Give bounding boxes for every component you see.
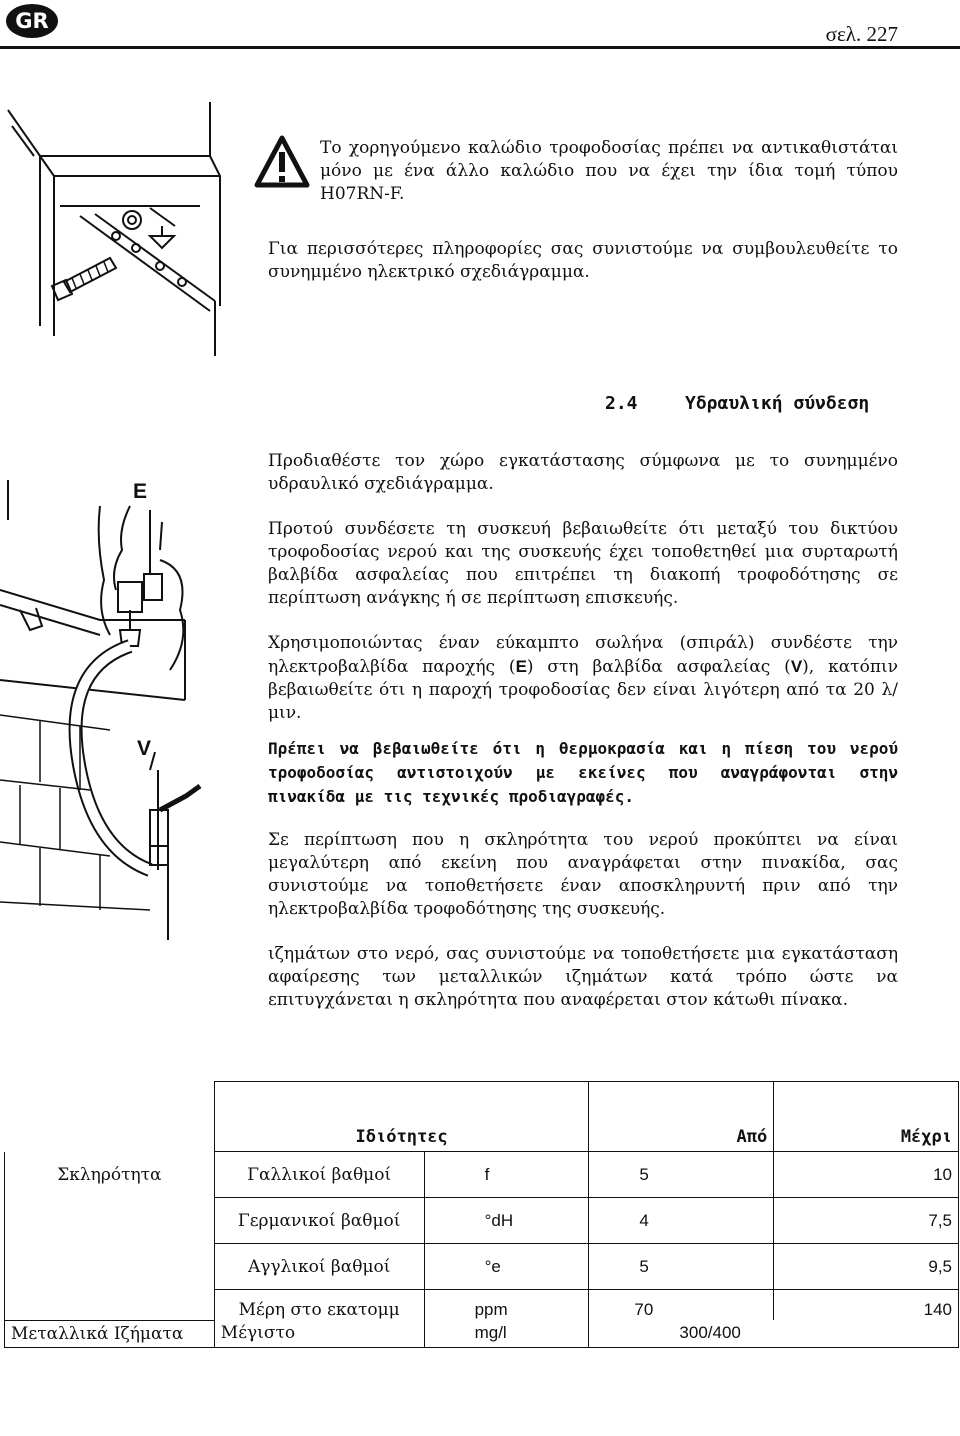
row-unit: °dH <box>424 1198 589 1244</box>
section-title: Υδραυλική σύνδεση <box>685 393 870 414</box>
metal-unit-1: ppm <box>424 1290 589 1321</box>
table-header-properties: Ιδιότητες <box>214 1082 589 1152</box>
hydraulic-para-6: ιζημάτων στο νερό, σας συνιστούμε να τοποθετήσετε μια εγκατάσταση αφαίρεσης των μεταλλικών ιζημάτων κατά τρόπο ώστε να επιτυγχάνεται η σκληρότητα που αναφέρεται στον κάτωθι πίνακα. <box>268 944 898 1010</box>
row-from: 4 <box>589 1198 774 1244</box>
hydraulic-connection-illustration <box>0 470 262 940</box>
metal-max: 300/400 <box>589 1320 959 1347</box>
metal-label: Μεταλλικά Ιζήματα <box>5 1320 215 1347</box>
para-3-label-e: E <box>515 657 527 676</box>
hydraulic-para-1: Προδιαθέστε τον χώρο εγκατάστασης σύμφωνα με το συνημμένο υδραυλικό σχεδιάγραμμα. <box>268 451 898 494</box>
water-spec-table <box>4 1081 959 1348</box>
row-unit: °e <box>424 1244 589 1290</box>
table-header-to: Μέχρι <box>774 1082 959 1152</box>
label-e: E <box>133 480 148 503</box>
table-row <box>5 1244 959 1290</box>
header-rule <box>0 46 960 49</box>
metal-prop-1: Μέρη στο εκατομμ <box>214 1290 424 1321</box>
para-3-part-a: Χρησιμοποιώντας έναν εύκαμπτο σωλήνα (σπιράλ) συνδέστε την ηλεκτροβαλβίδα παροχής ( <box>268 633 898 677</box>
page-number: σελ. 227 <box>825 22 898 46</box>
row-property: Γερμανικοί βαθμοί <box>214 1198 424 1244</box>
table-row <box>5 1152 959 1198</box>
hydraulic-para-2: Προτού συνδέσετε τη συσκευή βεβαιωθείτε ότι μεταξύ του δικτύου τροφοδοσίας νερού και της συσκευής έχει τοποθετηθεί μια συρταρωτή βαλβίδα ασφαλείας που επιτρέπει τη διακοπή τροφοδότησης σε περίπτωση ανάγκης ή σε περίπτωση επισκευής. <box>268 519 898 608</box>
row-property: Αγγλικοί βαθμοί <box>214 1244 424 1290</box>
row-property: Γαλλικοί βαθμοί <box>214 1152 424 1198</box>
cable-warning-text: Το χορηγούμενο καλώδιο τροφοδοσίας πρέπει να αντικαθιστάται μόνο με ένα άλλο καλώδιο που να έχει την ίδια τομή τύπου H07RN-F. <box>320 138 898 204</box>
row-unit: f <box>424 1152 589 1198</box>
row-empty <box>5 1244 215 1290</box>
table-row-metal-1 <box>5 1290 959 1321</box>
electric-connection-illustration <box>0 96 250 356</box>
metal-from: 70 <box>589 1290 774 1321</box>
row-to: 9,5 <box>774 1244 959 1290</box>
para-3-part-b: ) στη βαλβίδα ασφαλείας ( <box>526 657 791 677</box>
electric-diagram-note: Για περισσότερες πληροφορίες σας συνιστούμε να συμβουλευθείτε το συνημμένο ηλεκτρικό σχεδιάγραμμα. <box>268 239 898 282</box>
table-header-from: Από <box>589 1082 774 1152</box>
row-from: 5 <box>589 1244 774 1290</box>
row-from: 5 <box>589 1152 774 1198</box>
table-header-empty <box>5 1082 215 1152</box>
metal-to: 140 <box>774 1290 959 1321</box>
table-row-metal-2 <box>5 1320 959 1347</box>
hydraulic-para-5: Σε περίπτωση που η σκληρότητα του νερού προκύπτει να είναι μεγαλύτερη από εκείνη που αναγράφεται στην πινακίδα, σας συνιστούμε να τοποθετήσετε έναν αποσκληρυντή πριν από την ηλεκτροβαλβίδα τροφοδότησης της συσκευής. <box>268 830 898 919</box>
metal-spacer <box>5 1290 215 1321</box>
row-to: 7,5 <box>774 1198 959 1244</box>
table-header-row <box>5 1082 959 1152</box>
language-badge: GR <box>6 4 58 38</box>
para-3-label-v: V <box>790 657 803 676</box>
label-v: V <box>137 737 152 760</box>
table-row <box>5 1198 959 1244</box>
temperature-pressure-warning: Πρέπει να βεβαιωθείτε ότι η θερμοκρασία και η πίεση του νερού τροφοδοσίας αντιστοιχούν με εκείνες που αναγράφονται στην πινακίδα με τις τεχνικές προδιαγραφές. <box>268 739 898 806</box>
row-to: 10 <box>774 1152 959 1198</box>
hydraulic-para-3 <box>268 632 898 725</box>
row-empty <box>5 1198 215 1244</box>
hardness-label: Σκληρότητα <box>5 1152 215 1198</box>
section-number: 2.4 <box>605 393 638 414</box>
warning-triangle-icon <box>254 134 310 190</box>
metal-prop-2: Μέγιστο <box>214 1320 424 1347</box>
para-3-part-c: ), κατόπιν βεβαιωθείτε ότι η παροχή τροφοδοσίας δεν είναι λιγότερη από τα 20 λ/μιν. <box>268 657 898 723</box>
metal-unit-2: mg/l <box>424 1320 589 1347</box>
